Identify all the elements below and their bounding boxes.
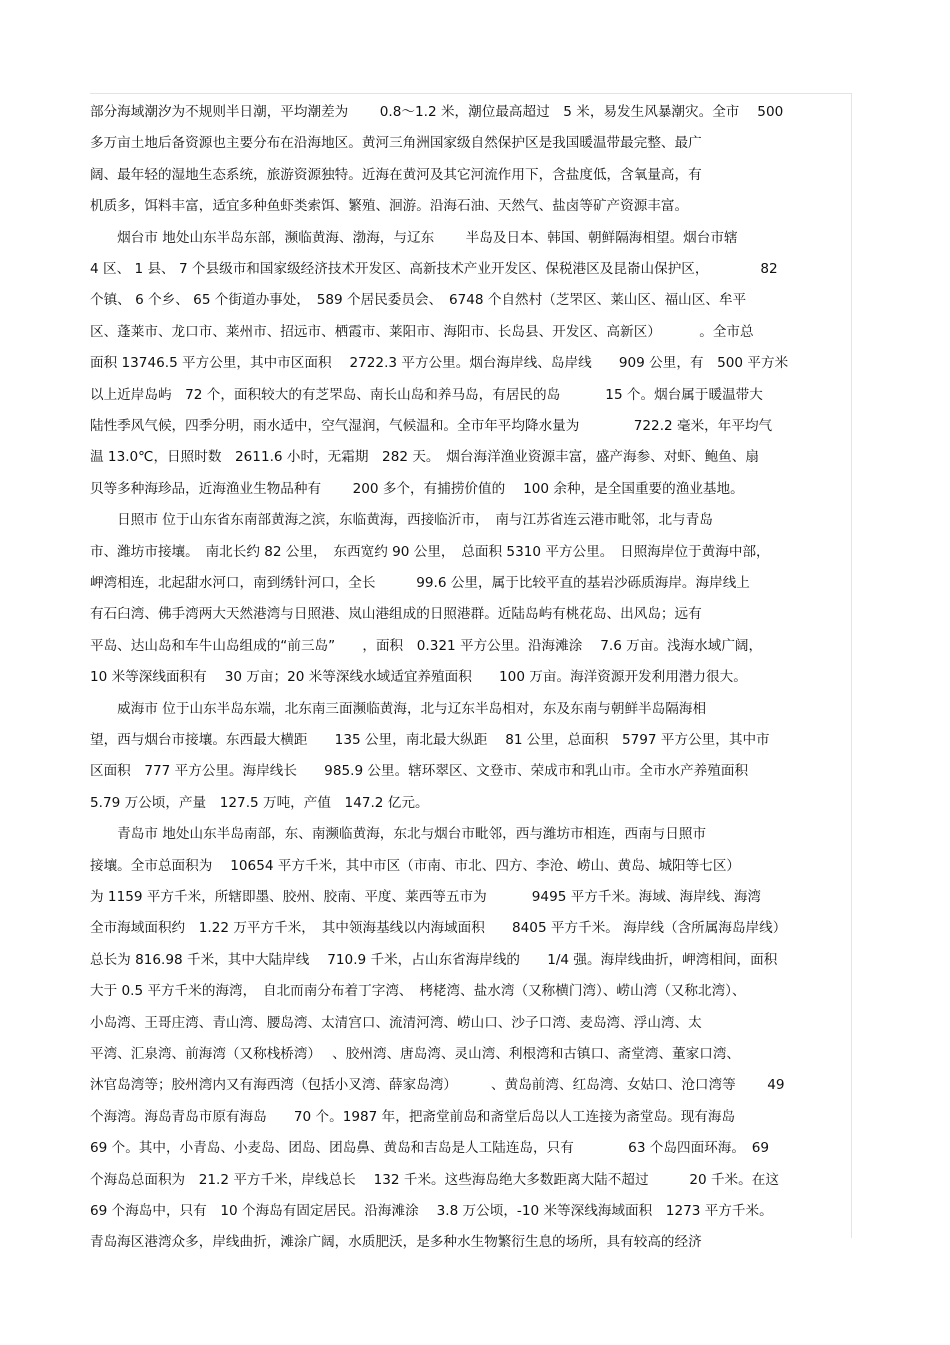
text-line: 5.79 万公顷，产量 127.5 万吨，产值 147.2 亿元。 — [90, 794, 429, 811]
text-line: 市、潍坊市接壤。 南北长约 82 公里， 东西宽约 90 公里， 总面积 5310 平方公里。 日照海岸位于黄海中部， — [90, 543, 770, 560]
text-line: 部分海域潮汐为不规则半日潮，平均潮差为 0.8～1.2 米，潮位最高超过 5 米，易发生风暴潮灾。全市 500 — [90, 104, 784, 120]
text-line: 烟台市 地处山东半岛东部，濒临黄海、渤海，与辽东 半岛及日本、韩国、朝鲜隔海相望。烟台市辖 — [90, 229, 738, 246]
text-line: 区、蓬莱市、龙口市、莱州市、招远市、栖霞市、莱阳市、海阳市、长岛县、开发区、高新区） 。全市总 — [90, 323, 754, 340]
text-line: 区面积 777 平方公里。海岸线长 985.9 公里。辖环翠区、文登市、荣成市和乳山市。全市水产养殖面积 — [90, 763, 749, 780]
text-line: 青岛海区港湾众多，岸线曲折，滩涂广阔，水质肥沃，是多种水生物繁衍生息的场所，具有较高的经济 — [90, 1234, 702, 1251]
text-line: 个镇、 6 个乡、 65 个街道办事处， 589 个居民委员会、 6748 个自然村（芝罘区、莱山区、福山区、牟平 — [90, 292, 747, 309]
text-line: 机质多，饵料丰富，适宜多种鱼虾类索饵、繁殖、洄游。沿海石油、天然气、盐卤等矿产资源丰富。 — [90, 198, 689, 215]
text-line: 全市海域面积约 1.22 万平方千米， 其中领海基线以内海域面积 8405 平方千米。 海岸线（含所属海岛岸线） — [90, 920, 787, 937]
text-line: 岬湾相连，北起甜水河口，南到绣针河口，全长 99.6 公里，属于比较平直的基岩沙砾质海岸。海岸线上 — [90, 575, 750, 591]
text-line: 平岛、达山岛和车牛山岛组成的“前三岛” ，面积 0.321 平方公里。沿海滩涂 7.6 万亩。浅海水域广阔， — [90, 637, 763, 654]
text-line: 有石臼湾、佛手湾两大天然港湾与日照港、岚山港组成的日照港群。近陆岛屿有桃花岛、出风岛；远有 — [90, 606, 702, 623]
text-line: 平湾、汇泉湾、前海湾（又称栈桥湾） 、胶州湾、唐岛湾、灵山湾、利根湾和古镇口、斋堂湾、董家口湾、 — [90, 1046, 741, 1062]
text-line: 望，西与烟台市接壤。东西最大横距 135 公里，南北最大纵距 81 公里，总面积 5797 平方公里，其中市 — [90, 732, 770, 748]
text-line: 个海湾。海岛青岛市原有海岛 70 个。1987 年，把斋堂前岛和斋堂后岛以人工连接为斋堂岛。现有海岛 — [90, 1108, 736, 1125]
text-line: 温 13.0℃，日照时数 2611.6 小时，无霜期 282 天。 烟台海洋渔业资源丰富，盛产海参、对虾、鲍鱼、扇 — [90, 449, 759, 466]
text-line: 69 个海岛中，只有 10 个海岛有固定居民。沿海滩涂 3.8 万公顷，-10 米等深线海域面积 1273 平方千米。 — [90, 1203, 773, 1219]
text-line: 接壤。全市总面积为 10654 平方千米，其中市区（市南、市北、四方、李沧、崂山、黄岛、城阳等七区） — [90, 857, 741, 874]
text-line: 日照市 位于山东省东南部黄海之滨，东临黄海，西接临沂市， 南与江苏省连云港市毗邻，北与青岛 — [90, 512, 713, 529]
text-line: 陆性季风气候，四季分明，雨水适中，空气湿润，气候温和。全市年平均降水量为 722.2 毫米，年平均气 — [90, 418, 773, 434]
text-line: 威海市 位于山东半岛东端，北东南三面濒临黄海，北与辽东半岛相对，东及东南与朝鲜半岛隔海相 — [90, 700, 707, 717]
text-line: 沐官岛湾等；胶州湾内又有海西湾（包括小叉湾、薛家岛湾） 、黄岛前湾、红岛湾、女姑口、沧口湾等 49 — [90, 1077, 785, 1094]
text-line: 面积 13746.5 平方公里，其中市区面积 2722.3 平方公里。烟台海岸线、岛岸线 909 公里，有 500 平方米 — [90, 355, 789, 372]
text-line: 为 1159 平方千米，所辖即墨、胶州、胶南、平度、莱西等五市为 9495 平方千米。海域、海岸线、海湾 — [90, 889, 762, 905]
page-border-top — [90, 93, 852, 94]
text-line: 多万亩土地后备资源也主要分布在沿海地区。黄河三角洲国家级自然保护区是我国暖温带最完整、最广 — [90, 135, 702, 152]
text-line: 个海岛总面积为 21.2 平方千米，岸线总长 132 千米。这些海岛绝大多数距离大陆不超过 20 千米。在这 — [90, 1171, 779, 1188]
text-line: 大于 0.5 平方千米的海湾， 自北而南分布着丁字湾、 栲栳湾、盐水湾（又称横门湾）、崂山湾（又称北湾）、 — [90, 983, 746, 1000]
text-line: 小岛湾、王哥庄湾、青山湾、腰岛湾、太清宫口、流清河湾、崂山口、沙子口湾、麦岛湾、浮山湾、太 — [90, 1014, 702, 1031]
text-line: 69 个。其中，小青岛、小麦岛、团岛、团岛鼻、黄岛和吉岛是人工陆连岛，只有 63 个岛四面环海。 69 — [90, 1140, 770, 1157]
text-line: 青岛市 地处山东半岛南部，东、南濒临黄海，东北与烟台市毗邻，西与潍坊市相连，西南与日照市 — [90, 826, 707, 843]
text-line: 4 区、 1 县、 7 个县级市和国家级经济技术开发区、高新技术产业开发区、保税港区及昆嵛山保护区， 82 — [90, 261, 778, 277]
text-line: 贝等多种海珍品，近海渔业生物品种有 200 多个，有捕捞价值的 100 余种，是全国重要的渔业基地。 — [90, 480, 744, 497]
text-line: 以上近岸岛屿 72 个，面积较大的有芝罘岛、南长山岛和养马岛，有居民的岛 15 个。烟台属于暖温带大 — [90, 386, 763, 403]
text-line: 总长为 816.98 千米，其中大陆岸线 710.9 千米，占山东省海岸线的 1/4 强。海岸线曲折，岬湾相间，面积 — [90, 951, 778, 968]
text-line: 10 米等深线面积有 30 万亩；20 米等深线水域适宜养殖面积 100 万亩。海洋资源开发利用潜力很大。 — [90, 669, 747, 686]
text-line: 阔、最年轻的湿地生态系统，旅游资源独特。近海在黄河及其它河流作用下，含盐度低，含氧量高，有 — [90, 166, 702, 183]
